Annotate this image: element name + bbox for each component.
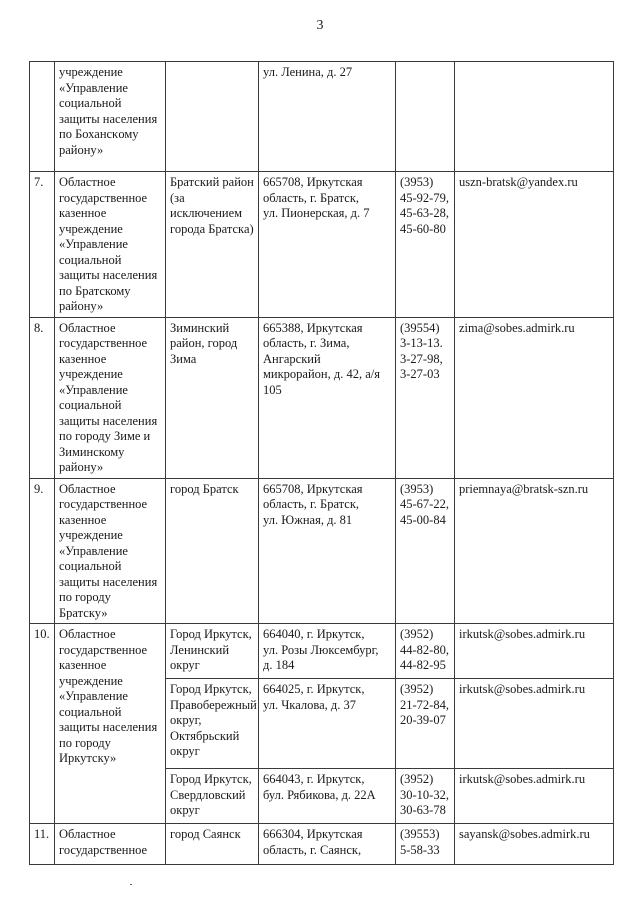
table-row [30,478,614,624]
org-name: Областное государственное [55,824,166,865]
service-area: Братский район (за исключением города Братска) [166,172,259,318]
phone: (3953) 45-92-79, 45-63-28, 45-60-80 [396,172,455,318]
service-area: Город Иркутск, Ленинский округ [166,624,259,679]
table-row [30,62,614,172]
address: 665708, Иркутская область, г. Братск, ул. Южная, д. 81 [259,478,396,624]
row-number: 7. [30,172,55,318]
address: 665708, Иркутская область, г. Братск, ул. Пионерская, д. 7 [259,172,396,318]
phone: (3952) 30-10-32, 30-63-78 [396,769,455,824]
org-name: учреждение «Управление социальной защиты населения по Бохансκому району» [55,62,166,172]
table-row [30,624,614,679]
row-number: 10. [30,624,55,824]
email: zima@sobes.admirk.ru [455,317,614,478]
row-number: 9. [30,478,55,624]
service-area: Город Иркутск, Правобережный округ, Октябрьский округ [166,679,259,769]
phone [396,62,455,172]
row-number: 8. [30,317,55,478]
phone: (39554) 3-13-13. 3-27-98, 3-27-03 [396,317,455,478]
page-number: 3 [316,18,324,33]
email: sayansk@sobes.admirk.ru [455,824,614,865]
org-name: Областное государственное казенное учреждение «Управление социальной защиты населения по городу Иркутску» [55,624,166,824]
row-number [30,62,55,172]
phone: (3952) 44-82-80, 44-82-95 [396,624,455,679]
institutions-table [29,61,614,865]
email: irkutsk@sobes.admirk.ru [455,624,614,679]
scan-dot [130,884,132,885]
table-row [30,172,614,318]
org-name: Областное государственное казенное учреждение «Управление социальной защиты населения по Братскому району» [55,172,166,318]
email [455,62,614,172]
org-name: Областное государственное казенное учреждение «Управление социальной защиты населения по городу Зиме и Зиминскому району» [55,317,166,478]
phone: (3953) 45-67-22, 45-00-84 [396,478,455,624]
service-area: Зиминский район, город Зима [166,317,259,478]
table-row [30,317,614,478]
service-area: город Саянск [166,824,259,865]
address: 664043, г. Иркутск, бул. Рябикова, д. 22А [259,769,396,824]
address: 665388, Иркутская область, г. Зима, Ангарский микрорайон, д. 42, а/я 105 [259,317,396,478]
email: irkutsk@sobes.admirk.ru [455,679,614,769]
email: irkutsk@sobes.admirk.ru [455,769,614,824]
address: ул. Ленина, д. 27 [259,62,396,172]
phone: (39553) 5-58-33 [396,824,455,865]
address: 664025, г. Иркутск, ул. Чкалова, д. 37 [259,679,396,769]
email: priemnaya@bratsk-szn.ru [455,478,614,624]
service-area: Город Иркутск, Свердловский округ [166,769,259,824]
table-row [30,824,614,865]
address: 666304, Иркутская область, г. Саянск, [259,824,396,865]
service-area [166,62,259,172]
address: 664040, г. Иркутск, ул. Розы Люксембург, д. 184 [259,624,396,679]
row-number: 11. [30,824,55,865]
email: uszn-bratsk@yandex.ru [455,172,614,318]
phone: (3952) 21-72-84, 20-39-07 [396,679,455,769]
org-name: Областное государственное казенное учреждение «Управление социальной защиты населения по городу Братску» [55,478,166,624]
service-area: город Братск [166,478,259,624]
